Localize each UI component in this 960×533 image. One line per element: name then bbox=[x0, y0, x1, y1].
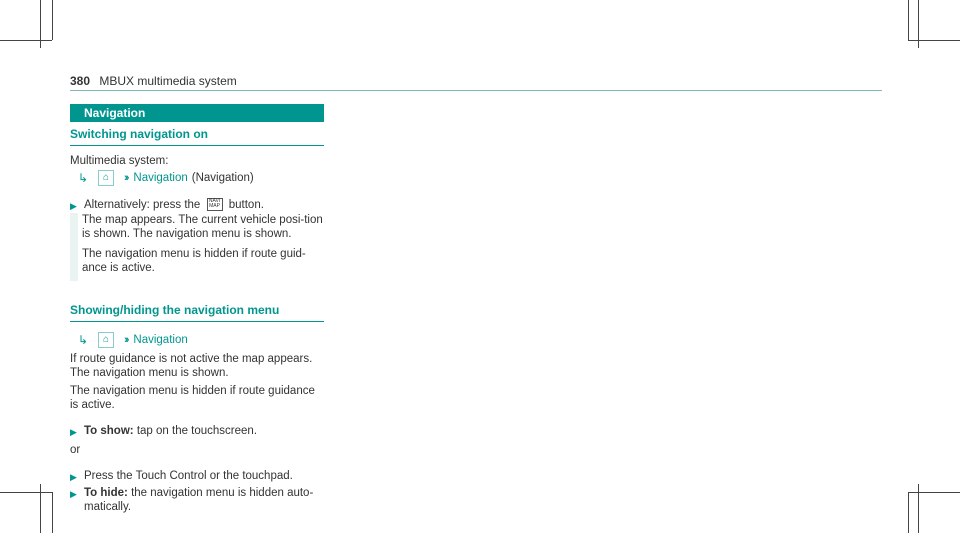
hide-label: To hide: bbox=[84, 487, 128, 499]
page-header bbox=[70, 74, 237, 88]
crop-mark bbox=[0, 492, 52, 493]
heading-showing-hiding: Showing/hiding the navigation menu bbox=[70, 303, 324, 322]
double-chevron-icon: ›› bbox=[124, 334, 128, 346]
crop-mark bbox=[52, 0, 53, 40]
bullet-triangle-icon: ▶ bbox=[70, 201, 77, 211]
intro-text: Multimedia system: bbox=[70, 155, 169, 167]
crop-mark bbox=[908, 40, 960, 41]
press-text: Press the Touch Control or the touchpad. bbox=[84, 470, 293, 482]
navi-map-key-icon: NAVI MAP bbox=[207, 198, 223, 211]
menu-path-suffix: (Navigation) bbox=[191, 172, 254, 184]
result-text-2: The navigation menu is hidden if route guid-ance is active. bbox=[82, 248, 306, 274]
arrow-right-icon: ↳ bbox=[78, 333, 89, 347]
menu-path bbox=[78, 170, 324, 186]
header-rule bbox=[70, 90, 882, 91]
show-text: tap on the touchscreen. bbox=[136, 425, 258, 437]
crop-mark bbox=[908, 492, 909, 533]
crop-mark bbox=[52, 492, 53, 533]
show-label: To show: bbox=[84, 425, 134, 437]
step-alternative bbox=[70, 198, 324, 213]
arrow-right-icon: ↳ bbox=[78, 171, 89, 185]
step-text: Alternatively: press the bbox=[84, 199, 201, 211]
step-body bbox=[84, 486, 324, 514]
bullet-triangle-icon: ▶ bbox=[70, 472, 77, 482]
step-body bbox=[84, 198, 264, 213]
menu-path-item: Navigation bbox=[133, 172, 188, 184]
menu-path-item: Navigation bbox=[133, 334, 188, 346]
menu-path-2 bbox=[78, 332, 324, 348]
page-number: 380 bbox=[70, 74, 91, 88]
heading-switching-navigation: Switching navigation on bbox=[70, 127, 324, 146]
paragraph: If route guidance is not active the map appears. The navigation menu is shown. bbox=[70, 353, 313, 379]
result-text: The map appears. The current vehicle posi-tion is shown. The navigation menu is shown. bbox=[82, 214, 323, 240]
step-show bbox=[70, 424, 324, 439]
home-icon: ⌂ bbox=[98, 332, 114, 348]
step-hide bbox=[70, 486, 324, 514]
result-block bbox=[70, 213, 324, 281]
bullet-triangle-icon: ▶ bbox=[70, 427, 77, 437]
or-text: or bbox=[70, 444, 81, 456]
home-icon: ⌂ bbox=[98, 170, 114, 186]
content-column bbox=[70, 104, 324, 514]
section-title: Navigation bbox=[70, 104, 324, 122]
header-title: MBUX multimedia system bbox=[99, 74, 237, 88]
step-body bbox=[84, 424, 257, 439]
crop-mark bbox=[908, 492, 960, 493]
step-text-end: button. bbox=[228, 199, 264, 211]
paragraph: The navigation menu is hidden if route guidance is active. bbox=[70, 385, 315, 411]
hide-text: the navigation menu is hidden auto-matically. bbox=[84, 487, 314, 513]
crop-mark bbox=[0, 40, 52, 41]
double-chevron-icon: ›› bbox=[124, 172, 128, 184]
crop-mark bbox=[908, 0, 909, 40]
step-press bbox=[70, 469, 324, 484]
bullet-triangle-icon: ▶ bbox=[70, 489, 77, 499]
